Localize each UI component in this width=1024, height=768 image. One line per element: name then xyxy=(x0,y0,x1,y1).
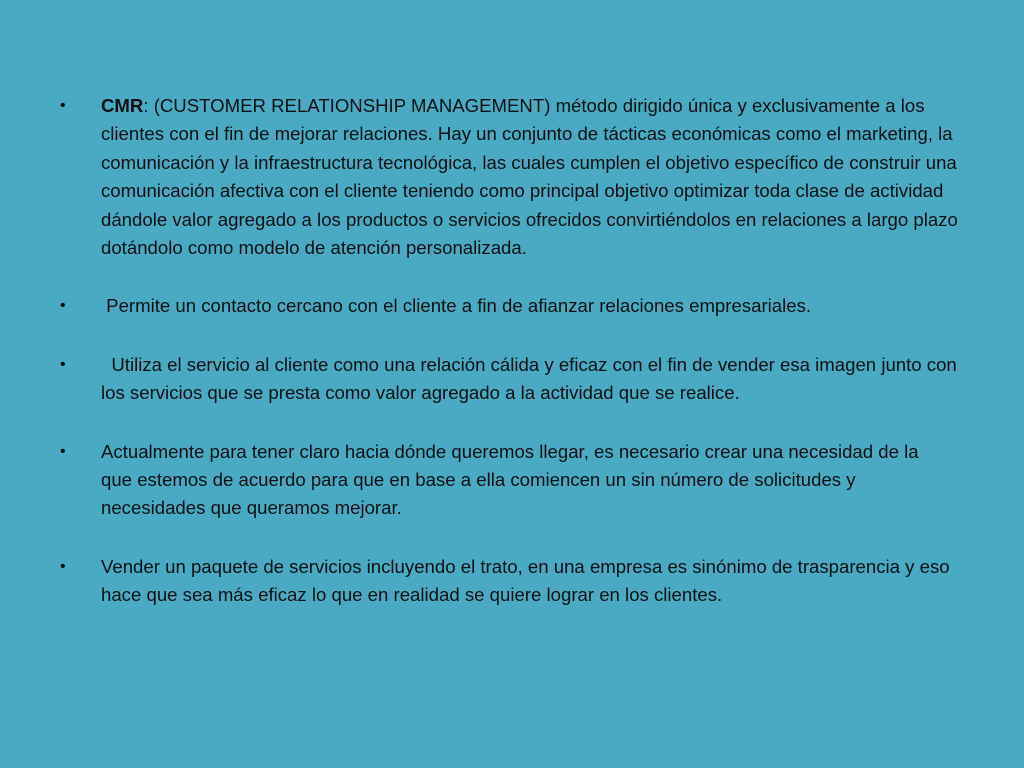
bullet-marker: • xyxy=(60,355,66,373)
bullet-text xyxy=(101,95,963,258)
bullet-item-vender xyxy=(60,553,964,610)
bullet-item-cmr xyxy=(60,92,964,262)
bullet-text: Actualmente para tener claro hacia dónde queremos llegar, es necesario crear una necesidad de la que estemos de acuerdo para que en base a ella comiencen un sin número de solicitudes y necesidades que queramos mejorar. xyxy=(101,440,960,519)
bullet-term: CMR xyxy=(101,95,144,116)
bullet-text: Permite un contacto cercano con el cliente a fin de afianzar relaciones empresariales. xyxy=(101,295,812,317)
bullet-body: : (CUSTOMER RELATIONSHIP MANAGEMENT) método dirigido única y exclusivamente a los clientes con el fin de mejorar relaciones. Hay un conjunto de tácticas económicas como el marketing, la comunicación y la infraestructura tecnológica, las cuales cumplen el objetivo específico de construir una comunicación afectiva con el cliente teniendo como principal objetivo optimizar toda clase de actividad dándole valor agregado a los productos o servicios ofrecidos convirtiéndolos en relaciones a largo plazo dotándolo como modelo de atención personalizada. xyxy=(101,95,964,259)
bullet-item-contacto xyxy=(60,292,964,320)
bullet-list xyxy=(60,92,964,610)
bullet-marker: • xyxy=(60,297,66,315)
bullet-text: Vender un paquete de servicios incluyendo el trato, en una empresa es sinónimo de trasparencia y eso hace que sea más eficaz lo que en realidad se quiere lograr en los clientes. xyxy=(101,555,955,606)
bullet-marker: • xyxy=(60,557,66,575)
bullet-item-servicio xyxy=(60,351,964,408)
bullet-text: Utiliza el servicio al cliente como una relación cálida y eficaz con el fin de vender esa imagen junto con los servicios que se presta como valor agregado a la actividad que se realice. xyxy=(101,353,962,404)
bullet-marker: • xyxy=(60,442,66,460)
bullet-marker: • xyxy=(60,97,66,114)
bullet-item-actualmente xyxy=(60,438,964,523)
